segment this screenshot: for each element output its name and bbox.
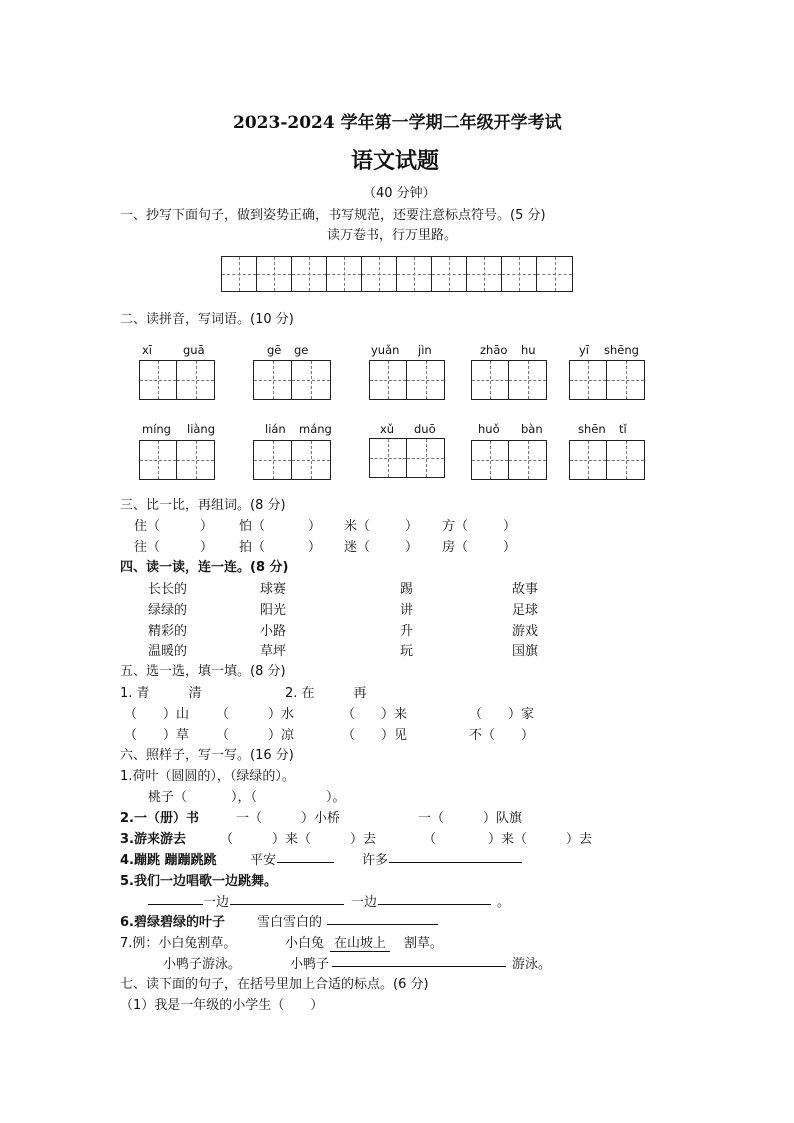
grid-cell[interactable] bbox=[292, 257, 327, 291]
q6-text: 雪白雪白的 bbox=[257, 915, 323, 930]
q6-text: 桃子（ bbox=[148, 790, 188, 805]
q3-item: ） bbox=[200, 519, 214, 534]
match-right[interactable]: 游戏 bbox=[512, 624, 539, 639]
q6-text: 一边 bbox=[203, 895, 230, 910]
answer-line[interactable] bbox=[230, 891, 344, 905]
q6-blank[interactable]: （ ）来（ ）去 bbox=[423, 832, 593, 847]
q6-text: 许多 bbox=[362, 853, 389, 868]
grid-cell[interactable] bbox=[327, 257, 362, 291]
pinyin: jìn bbox=[418, 343, 432, 357]
q3-item: ） bbox=[308, 519, 322, 534]
match-left[interactable]: 绿绿的 bbox=[148, 603, 188, 618]
pinyin: xī bbox=[142, 343, 153, 357]
q7-item-1[interactable]: （1）我是一年级的小学生（ ） bbox=[120, 998, 324, 1013]
word-grid[interactable] bbox=[369, 360, 445, 400]
q6-text: 小鸭子游泳。 bbox=[163, 957, 242, 972]
grid-cell[interactable] bbox=[222, 257, 257, 291]
q5-blank[interactable]: （ ）草 bbox=[124, 728, 190, 743]
match-right[interactable]: 小路 bbox=[260, 624, 287, 639]
q5-blank[interactable]: （ ）凉 bbox=[216, 728, 295, 743]
match-right[interactable]: 国旗 bbox=[512, 644, 539, 659]
q3-item: 拍（ bbox=[239, 540, 266, 555]
match-left[interactable]: 讲 bbox=[400, 603, 414, 618]
answer-line[interactable] bbox=[327, 911, 438, 925]
pinyin: hu bbox=[521, 343, 536, 357]
answer-line[interactable] bbox=[378, 891, 491, 905]
q3-item: 方（ bbox=[442, 519, 469, 534]
q6-example-7: 7.例：小白兔割草。 bbox=[120, 936, 237, 951]
match-left[interactable]: 玩 bbox=[400, 644, 414, 659]
word-grid[interactable] bbox=[569, 360, 645, 400]
q6-blank[interactable]: 一（ ）队旗 bbox=[418, 811, 523, 826]
q3-item: 住（ bbox=[134, 519, 161, 534]
q3-item: 往（ bbox=[134, 540, 161, 555]
q5-blank[interactable]: （ ）水 bbox=[216, 707, 295, 722]
q7-heading: 七、读下面的句子，在括号里加上合适的标点。(6 分) bbox=[120, 977, 429, 992]
q5-blank[interactable]: 不（ ） bbox=[469, 728, 535, 743]
pinyin: tǐ bbox=[619, 422, 627, 436]
word-grid[interactable] bbox=[139, 440, 215, 480]
q3-item: 迷（ bbox=[344, 540, 371, 555]
q6-example-5: 5.我们一边唱歌一边跳舞。 bbox=[120, 874, 277, 889]
match-left[interactable]: 踢 bbox=[400, 582, 414, 597]
exam-title: 2023-2024 学年第一学期二年级开学考试 bbox=[233, 113, 562, 133]
q6-example-4: 4.蹦跳 蹦蹦跳跳 bbox=[120, 853, 217, 868]
q3-item: 房（ bbox=[442, 540, 469, 555]
grid-cell[interactable] bbox=[257, 257, 292, 291]
grid-cell[interactable] bbox=[537, 257, 572, 291]
q5-blank[interactable]: （ ）家 bbox=[469, 707, 535, 722]
match-right[interactable]: 球赛 bbox=[260, 582, 287, 597]
q6-blank[interactable]: 一（ ）小桥 bbox=[236, 811, 341, 826]
q3-item: 米（ bbox=[344, 519, 371, 534]
q5-blank[interactable]: （ ）山 bbox=[124, 707, 190, 722]
q2-heading: 二、读拼音，写词语。(10 分) bbox=[120, 312, 294, 327]
q6-text: 小白兔 bbox=[285, 936, 325, 951]
q1-writing-grid[interactable] bbox=[221, 256, 573, 292]
pinyin: guā bbox=[183, 343, 205, 357]
grid-cell[interactable] bbox=[467, 257, 502, 291]
match-left[interactable]: 温暖的 bbox=[148, 644, 188, 659]
q3-heading: 三、比一比，再组词。(8 分) bbox=[120, 498, 286, 513]
pinyin: ge bbox=[294, 343, 309, 357]
q3-item: ） bbox=[405, 540, 419, 555]
match-right[interactable]: 足球 bbox=[512, 603, 539, 618]
q6-text: ），（ bbox=[231, 790, 258, 805]
q3-item: 怕（ bbox=[239, 519, 266, 534]
pinyin: liàng bbox=[187, 422, 216, 436]
grid-cell[interactable] bbox=[362, 257, 397, 291]
q5-blank[interactable]: （ ）见 bbox=[342, 728, 408, 743]
q6-example-1: 1.荷叶（圆圆的），（绿绿的）。 bbox=[120, 769, 295, 784]
q3-item: ） bbox=[503, 540, 517, 555]
pinyin: zhāo bbox=[480, 343, 508, 357]
match-right[interactable]: 草坪 bbox=[260, 644, 287, 659]
pinyin: xǔ bbox=[380, 422, 395, 436]
pinyin: míng bbox=[142, 422, 171, 436]
pinyin: shēng bbox=[604, 343, 639, 357]
q3-item: ） bbox=[308, 540, 322, 555]
q5-blank[interactable]: （ ）来 bbox=[342, 707, 408, 722]
pinyin: bàn bbox=[521, 422, 543, 436]
q6-text: 游泳。 bbox=[512, 957, 552, 972]
q3-item: ） bbox=[503, 519, 517, 534]
match-left[interactable]: 升 bbox=[400, 624, 414, 639]
pinyin: yī bbox=[579, 343, 590, 357]
q5-heading: 五、选一选，填一填。(8 分) bbox=[120, 664, 286, 679]
q6-text: ）。 bbox=[326, 790, 346, 805]
duration: （40 分钟） bbox=[363, 186, 436, 201]
q5-options-2: 2. 在 再 bbox=[285, 686, 367, 701]
q6-underlined: 在山坡上 bbox=[330, 932, 390, 952]
pinyin: gē bbox=[267, 343, 282, 357]
subject-title: 语文试题 bbox=[351, 148, 440, 174]
word-grid[interactable] bbox=[139, 360, 215, 400]
match-left[interactable]: 精彩的 bbox=[148, 624, 188, 639]
pinyin: duō bbox=[414, 422, 436, 436]
answer-line[interactable] bbox=[148, 891, 203, 905]
pinyin: lián bbox=[265, 422, 286, 436]
word-grid[interactable] bbox=[253, 440, 331, 480]
q6-heading: 六、照样子，写一写。(16 分) bbox=[120, 748, 294, 763]
q1-heading: 一、抄写下面句子，做到姿势正确，书写规范，还要注意标点符号。(5 分) bbox=[120, 208, 546, 223]
word-grid[interactable] bbox=[369, 438, 445, 478]
q6-blank[interactable]: （ ）来（ ）去 bbox=[220, 832, 377, 847]
match-right[interactable]: 阳光 bbox=[260, 603, 287, 618]
q5-options-1: 1. 青 清 bbox=[120, 686, 202, 701]
q6-text: 小鸭子 bbox=[290, 957, 330, 972]
word-grid[interactable] bbox=[471, 360, 547, 400]
q3-item: ） bbox=[200, 540, 214, 555]
grid-cell[interactable] bbox=[502, 257, 537, 291]
answer-line[interactable] bbox=[332, 953, 506, 967]
q6-text: 一边 bbox=[351, 895, 378, 910]
match-left[interactable]: 长长的 bbox=[148, 582, 188, 597]
q6-text: 平安 bbox=[250, 853, 277, 868]
q6-text: 。 bbox=[497, 895, 511, 910]
pinyin: huǒ bbox=[478, 422, 500, 436]
match-right[interactable]: 故事 bbox=[512, 582, 539, 597]
q6-example-3: 3.游来游去 bbox=[120, 832, 186, 847]
answer-line[interactable] bbox=[389, 849, 522, 863]
word-grid[interactable] bbox=[253, 360, 331, 400]
grid-cell[interactable] bbox=[397, 257, 432, 291]
q4-heading: 四、读一读，连一连。(8 分) bbox=[120, 560, 289, 575]
answer-line[interactable] bbox=[277, 849, 334, 863]
word-grid[interactable] bbox=[471, 440, 547, 480]
pinyin: máng bbox=[299, 422, 332, 436]
word-grid[interactable] bbox=[569, 440, 645, 480]
q6-text: 割草。 bbox=[404, 936, 444, 951]
q3-item: ） bbox=[405, 519, 419, 534]
pinyin: yuǎn bbox=[371, 343, 400, 357]
q6-example-6: 6.碧绿碧绿的叶子 bbox=[120, 915, 225, 930]
q6-example-2: 2.一（册）书 bbox=[120, 811, 199, 826]
pinyin: shēn bbox=[578, 422, 606, 436]
grid-cell[interactable] bbox=[432, 257, 467, 291]
q1-sentence: 读万卷书，行万里路。 bbox=[327, 228, 458, 243]
